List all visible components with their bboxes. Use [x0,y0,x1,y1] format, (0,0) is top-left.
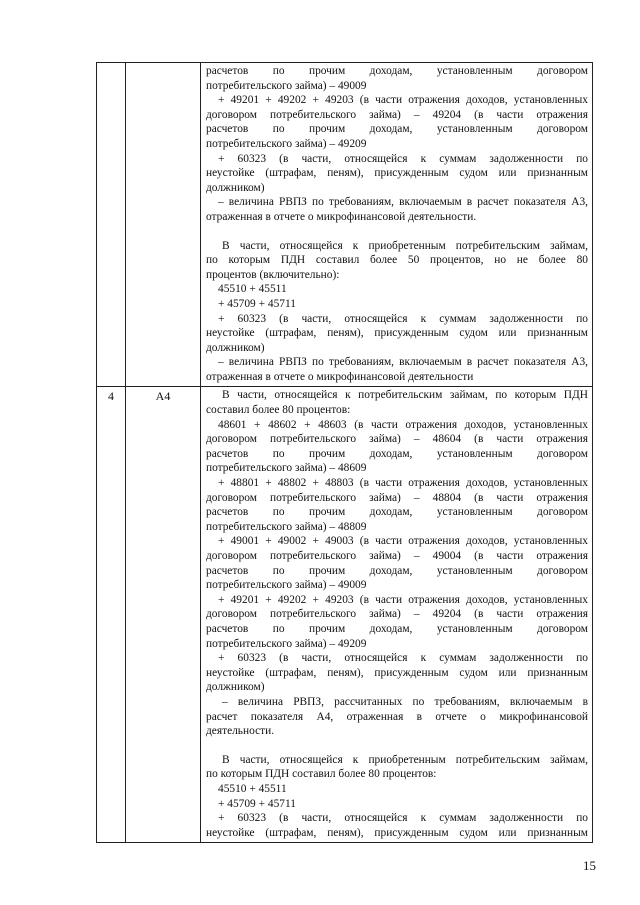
text-line: составил более 80 процентов: [206,404,351,417]
text-line: договором потребительского займа) – 48804 (в части отражения [206,491,588,504]
formula-paragraph [206,239,588,385]
text-line: неустойке (штрафам, пеням), присужденным судом или признанным [206,666,588,679]
text-line: потребительского займа) – 49009 [206,579,367,592]
text-line: неустойке (штрафам, пеням), присужденным судом или признанным [206,327,588,340]
text-line: + 60323 (в части, относящейся к суммам задолженности по [218,652,588,665]
table-container [96,62,593,852]
text-line: + 60323 (в части, относящейся к суммам задолженности по [218,812,588,825]
text-line: договором потребительского займа) – 49004 (в части отражения [206,550,588,562]
row-number-cell [97,63,126,387]
text-line: по которым ПДН составил более 80 процентов: [206,768,437,781]
formula-paragraph [206,64,588,225]
row-number-cell: 4 [97,387,126,843]
text-line: В части, относящейся к приобретенным потребительским займам, [222,239,588,252]
text-line: 45510 + 45511 [218,283,287,296]
text-line: процентов (включительно): [206,268,340,281]
text-line: + 49201 + 49202 + 49203 (в части отражения доходов, установленных [218,593,588,606]
text-line: неустойке (штрафам, пеням), присужденным судом или признанным [206,167,588,180]
text-line: потребительского займа) – 48809 [206,520,367,533]
text-line: договором потребительского займа) – 48604 (в части отражения [206,433,588,446]
text-line: расчетов по прочим доходам, установленным договором [206,65,588,77]
text-line: + 49201 + 49202 + 49203 (в части отражения доходов, установленных [218,94,588,107]
text-line: потребительского займа) – 49209 [206,637,367,650]
text-line: неустойке (штрафам, пеням), присужденным судом или признанным [206,826,588,839]
formula-paragraph [206,753,588,841]
text-line: отраженная в отчете о микрофинансовой деятельности [206,370,474,383]
text-line: расчетов по прочим доходам, установленным договором [206,123,588,136]
text-line: расчет показателя А4, отраженная в отчете о микрофинансовой [206,710,588,723]
text-line: – величина РВПЗ по требованиям, включаемым в расчет показателя А3, [218,196,588,209]
formula-paragraph [206,388,588,738]
text-line: В части, относящейся к потребительским займам, по которым ПДН [222,389,588,402]
text-line: + 60323 (в части, относящейся к суммам задолженности по [218,152,588,165]
page-number: 15 [583,858,596,873]
text-line: должником) [206,181,265,194]
text-line: + 45709 + 45711 [218,797,296,810]
text-line: по которым ПДН составил более 50 процентов, но не более 80 [206,254,588,267]
text-line: потребительского займа) – 48609 [206,462,367,475]
text-line: расчетов по прочим доходам, установленным договором [206,564,588,577]
text-line: потребительского займа) – 49009 [206,79,367,92]
text-line: договором потребительского займа) – 49204 (в части отражения [206,608,588,621]
text-line: расчетов по прочим доходам, установленным договором [206,506,588,519]
indicator-code-cell [126,63,201,387]
indicator-code-cell: А4 [126,387,201,843]
table-row [97,63,593,387]
text-line: отраженная в отчете о микрофинансовой деятельности. [206,210,477,223]
text-line: – величина РВПЗ по требованиям, включаемым в расчет показателя А3, [218,356,588,369]
text-line: деятельности. [206,725,275,738]
formula-cell [201,63,593,387]
text-line: расчетов по прочим доходам, установленным договором [206,447,588,460]
indicators-table [96,62,593,843]
text-line: 48601 + 48602 + 48603 (в части отражения доходов, установленных [218,418,588,431]
table-row [97,387,593,843]
text-line: + 48801 + 48802 + 48803 (в части отражения доходов, установленных [218,477,588,490]
text-line: В части, относящейся к приобретенным потребительским займам, [222,753,588,766]
text-line: + 60323 (в части, относящейся к суммам задолженности по [218,312,588,325]
text-line: – величина РВПЗ, рассчитанных по требованиям, включаемым в [222,695,588,708]
text-line: должником) [206,341,265,354]
formula-cell [201,387,593,843]
text-line: + 49001 + 49002 + 49003 (в части отражения доходов, установленных [218,535,588,548]
text-line: потребительского займа) – 49209 [206,137,367,150]
text-line: 45510 + 45511 [218,782,287,795]
text-line: + 45709 + 45711 [218,297,296,310]
text-line: договором потребительского займа) – 49204 (в части отражения [206,108,588,121]
text-line: должником) [206,681,265,694]
text-line: расчетов по прочим доходам, установленным договором [206,622,588,635]
